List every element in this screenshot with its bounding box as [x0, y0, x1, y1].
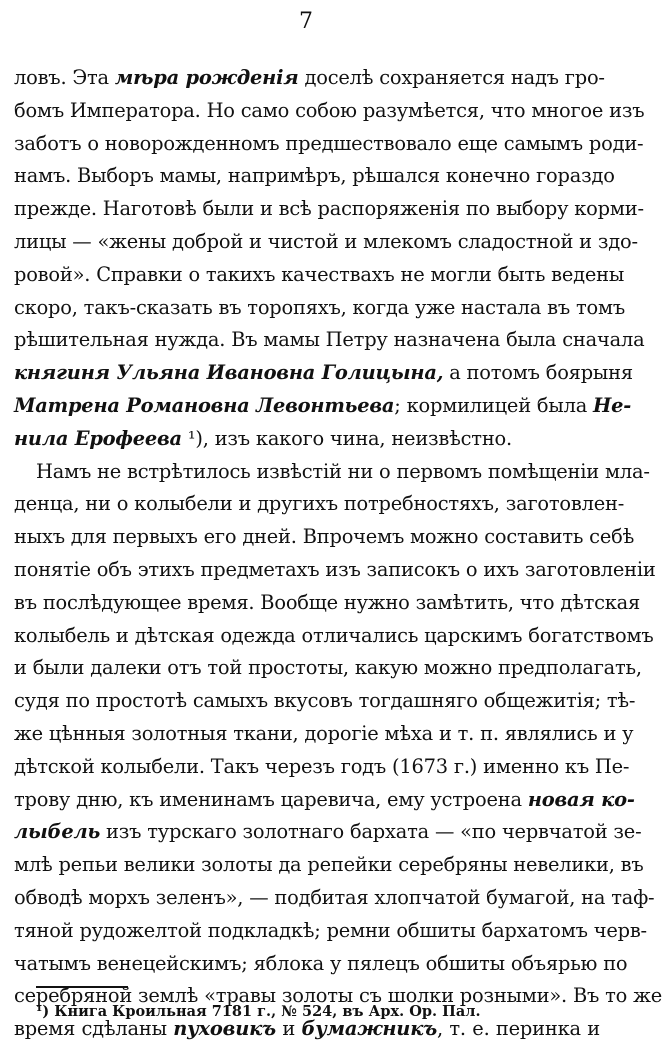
text-run: лицы — «жены доброй и чистой и млекомъ сладостной и здо- [14, 229, 638, 253]
text-run: и были далеки отъ той простоты, какую можно предполагать, [14, 656, 642, 680]
text-line [14, 357, 633, 390]
text-run: чатымъ венецейскимъ; яблока у пялецъ обшиты объярью по [14, 951, 628, 975]
text-run: а потомъ боярыня [443, 361, 633, 385]
text-run: бомъ Императора. Но само собою разумѣется, что многое изъ [14, 98, 645, 122]
body-text [14, 62, 662, 1046]
text-run: прежде. Наготовѣ были и всѣ распоряженія по выбору корми- [14, 197, 644, 221]
text-run: ¹), изъ какого чина, неизвѣстно. [181, 426, 512, 450]
text-run: млѣ репьи велики золоты да репейки серебряны невелики, въ [14, 853, 644, 877]
text-run: рѣшительная нужда. Въ мамы Петру назначена была сначала [14, 328, 645, 352]
text-line [14, 226, 638, 259]
text-line [14, 915, 647, 948]
text-line [14, 882, 655, 915]
text-run: же цѣнныя золотныя ткани, дорогіе мѣха и т. п. являлись и у [14, 721, 634, 745]
text-run: денца, ни о колыбели и другихъ потребностяхъ, заготовлен- [14, 492, 625, 516]
text-line [14, 160, 615, 193]
text-line [14, 652, 642, 685]
text-line [14, 390, 632, 423]
text-line [14, 95, 645, 128]
text-line [14, 849, 644, 882]
text-line [14, 324, 645, 357]
text-run: судя по простотѣ самыхъ вкусовъ тогдашняго общежитія; тѣ- [14, 689, 636, 713]
text-run: изъ турскаго золотнаго бархата — «по червчатой зе- [100, 820, 642, 844]
emphasized-text: Не- [593, 393, 632, 417]
emphasized-text: Матрена Романовна Левонтьева [14, 393, 395, 417]
text-line [14, 128, 644, 161]
text-run: скоро, такъ-сказать въ торопяхъ, когда уже настала въ томъ [14, 295, 625, 319]
text-line [14, 423, 600, 456]
text-run: ловъ. Эта [14, 66, 115, 89]
text-run: , т. е. перинка и [437, 1017, 600, 1041]
text-line [14, 521, 635, 554]
text-line [14, 488, 625, 521]
text-line [14, 554, 656, 587]
text-line [14, 456, 650, 489]
emphasized-text: нила Ерофеева [14, 426, 182, 450]
text-line [14, 948, 628, 981]
text-line [14, 751, 630, 784]
text-run: колыбель и дѣтская одежда отличались царскимъ богатствомъ [14, 623, 654, 647]
text-run: Намъ не встрѣтилось извѣстій ни о первомъ помѣщеніи мла- [36, 459, 650, 483]
text-line [14, 718, 634, 751]
text-run: намъ. Выборъ мамы, напримѣръ, рѣшался конечно гораздо [14, 164, 615, 188]
text-line [14, 685, 636, 718]
text-line [14, 62, 605, 95]
emphasized-text: бумажникъ [301, 1017, 438, 1041]
text-line [14, 259, 625, 292]
emphasized-text: новая ко- [527, 787, 635, 811]
text-line [14, 784, 635, 817]
text-line [14, 587, 641, 620]
text-run: обводѣ морхъ зеленъ», — подбитая хлопчатой бумагой, на таф- [14, 885, 655, 909]
text-line [14, 620, 654, 653]
text-run: доселѣ сохраняется надъ гро- [298, 66, 605, 89]
footnote: ¹) Книга Кроильная 7181 г., № 524, въ Арх. Ор. Пал. [36, 1003, 481, 1020]
text-run: дѣтской колыбели. Такъ черезъ годъ (1673 г.) именно къ Пе- [14, 754, 630, 778]
text-run: трову дню, къ именинамъ царевича, ему устроена [14, 787, 528, 811]
text-line [14, 816, 642, 849]
text-run: время сдѣланы [14, 1017, 174, 1041]
text-line [14, 193, 644, 226]
text-run: ровой». Справки о такихъ качествахъ не могли быть ведены [14, 262, 625, 286]
text-run: заботъ о новорожденномъ предшествовало еще самымъ роди- [14, 131, 644, 155]
emphasized-text: мѣра рожденія [114, 66, 299, 89]
page-number: 7 [299, 9, 313, 34]
footnote-divider [36, 986, 128, 988]
text-run: ныхъ для первыхъ его дней. Впрочемъ можно составить себѣ [14, 525, 635, 549]
text-run: и [275, 1017, 302, 1041]
emphasized-text: княгиня Ульяна Ивановна Голицына, [14, 361, 444, 385]
emphasized-text: лыбель [14, 820, 101, 844]
text-run: понятіе объ этихъ предметахъ изъ записокъ о ихъ заготовленіи [14, 557, 656, 581]
text-run: серебряной землѣ «травы золоты съ шолки розными». Въ то же [14, 984, 662, 1008]
emphasized-text: пуховикъ [173, 1017, 276, 1041]
text-line [14, 292, 625, 325]
text-run: ; кормилицей была [394, 393, 594, 417]
text-run: тяной рудожелтой подкладкѣ; ремни обшиты бархатомъ черв- [14, 918, 647, 942]
text-run: въ послѣдующее время. Вообще нужно замѣтить, что дѣтская [14, 590, 641, 614]
